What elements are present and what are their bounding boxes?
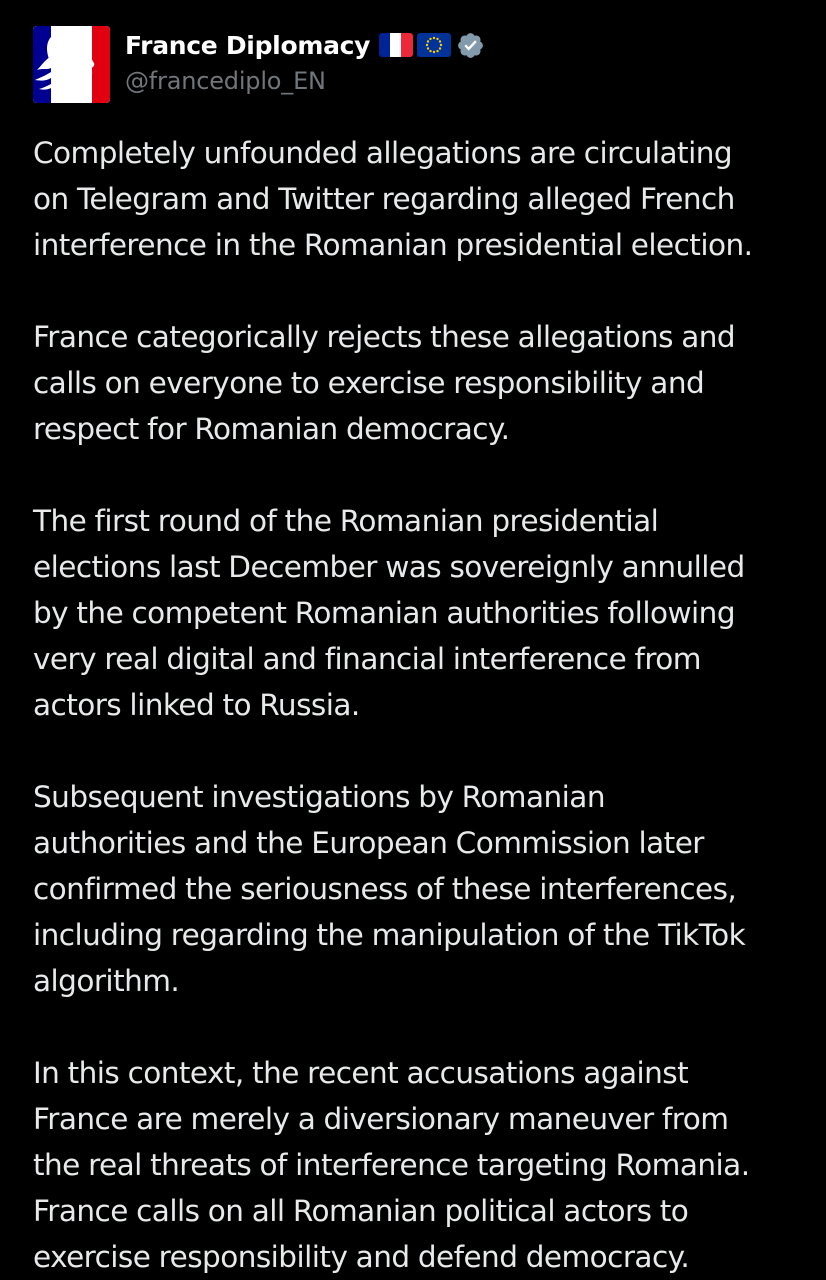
text-line: algorithm. bbox=[33, 964, 180, 998]
display-name[interactable]: France Diplomacy bbox=[125, 30, 371, 60]
text-line: In this context, the recent accusations against bbox=[33, 1056, 689, 1090]
verified-badge-icon[interactable] bbox=[456, 31, 485, 60]
text-line: Completely unfounded allegations are circulating bbox=[33, 136, 733, 170]
text-line: France are merely a diversionary maneuver from bbox=[33, 1102, 729, 1136]
text-line: interference in the Romanian presidential election. bbox=[33, 228, 753, 262]
eu-flag-icon bbox=[417, 33, 451, 57]
tweet-paragraph bbox=[33, 774, 803, 1004]
text-line: on Telegram and Twitter regarding alleged French bbox=[33, 182, 735, 216]
text-line: authorities and the European Commission later bbox=[33, 826, 704, 860]
text-line: actors linked to Russia. bbox=[33, 688, 360, 722]
text-line: The first round of the Romanian presidential bbox=[33, 504, 659, 538]
avatar[interactable] bbox=[33, 26, 110, 103]
text-line: the real threats of interference targeting Romania. bbox=[33, 1148, 750, 1182]
text-line: elections last December was sovereignly annulled bbox=[33, 550, 745, 584]
text-line: calls on everyone to exercise responsibility and bbox=[33, 366, 705, 400]
text-line: respect for Romanian democracy. bbox=[33, 412, 510, 446]
handle[interactable]: @francediplo_EN bbox=[125, 67, 326, 95]
name-row bbox=[125, 27, 485, 63]
text-line: very real digital and financial interference from bbox=[33, 642, 701, 676]
text-line: Subsequent investigations by Romanian bbox=[33, 780, 605, 814]
tweet-text bbox=[33, 130, 803, 1280]
marianne-logo bbox=[33, 26, 110, 103]
text-line: France categorically rejects these allegations and bbox=[33, 320, 736, 354]
tweet-paragraph bbox=[33, 1050, 803, 1280]
text-line: including regarding the manipulation of the TikTok bbox=[33, 918, 746, 952]
tweet-paragraph bbox=[33, 498, 803, 728]
text-line: exercise responsibility and defend democracy. bbox=[33, 1240, 690, 1274]
tweet-header bbox=[33, 26, 485, 106]
tweet-paragraph bbox=[33, 314, 803, 452]
author-block bbox=[125, 26, 485, 95]
text-line: France calls on all Romanian political actors to bbox=[33, 1194, 689, 1228]
text-line: by the competent Romanian authorities following bbox=[33, 596, 736, 630]
tweet-paragraph bbox=[33, 130, 803, 268]
france-flag-icon bbox=[379, 33, 413, 57]
text-line: confirmed the seriousness of these interferences, bbox=[33, 872, 737, 906]
